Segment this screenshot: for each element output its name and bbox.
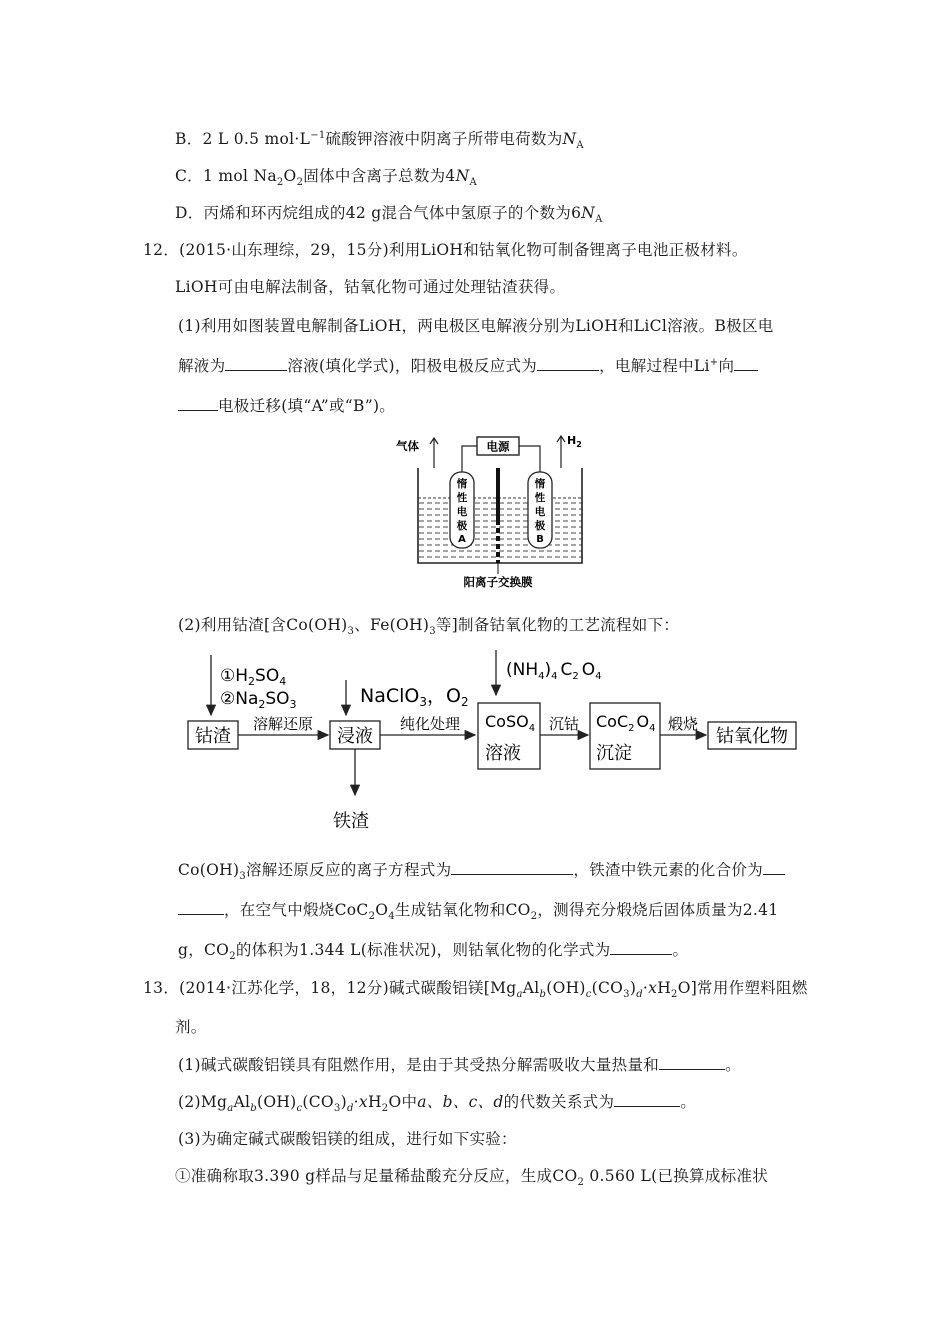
h2-label xyxy=(567,434,582,449)
answer-blank[interactable] xyxy=(734,356,758,371)
chem: NaClO xyxy=(360,685,420,707)
q12-part2-line2 xyxy=(178,858,785,882)
variable: x xyxy=(358,1093,368,1111)
option-b-text-2: 硫酸钾溶液中阴离子所带电荷数为 xyxy=(325,130,563,148)
text: H xyxy=(367,1093,382,1111)
chem: SO xyxy=(255,666,280,686)
text: O]常用作塑料阻燃 xyxy=(677,979,808,997)
reagent-1b xyxy=(220,689,297,711)
text: 的体积为1.344 L(标准状况)，则钴氧化物的化学式为 xyxy=(235,941,611,959)
superscript: −1 xyxy=(310,129,326,141)
subscript: A xyxy=(469,177,478,189)
flow-step-label: 煅烧 xyxy=(667,715,699,733)
text: 的代数关系式为 xyxy=(503,1093,615,1111)
answer-blank[interactable] xyxy=(178,396,218,411)
subscript: 2 xyxy=(258,698,266,711)
subscript: 3 xyxy=(623,989,630,1001)
text: (1)碱式碳酸铝镁具有阻燃作用，是由于其受热分解需吸收大量热量和 xyxy=(178,1056,660,1074)
chem: O xyxy=(636,712,650,731)
subscript: 4 xyxy=(279,675,287,688)
q12-part2-line1 xyxy=(178,613,679,637)
chem: ) xyxy=(544,660,552,680)
option-b-text: B．2 L 0.5 mol·L xyxy=(175,130,311,148)
text: (CO xyxy=(591,979,624,997)
subscript: 3 xyxy=(347,626,355,638)
flow-box-formula xyxy=(596,712,655,734)
q13-line1 xyxy=(143,976,808,1000)
answer-blank[interactable] xyxy=(614,1092,680,1107)
subscript: 2 xyxy=(628,723,635,734)
membrane-label: 阳离子交换膜 xyxy=(463,575,533,589)
q13-line2: 剂。 xyxy=(175,1018,207,1036)
wire-b xyxy=(519,446,540,472)
q13-part2 xyxy=(178,1090,696,1114)
subscript: A xyxy=(576,140,584,152)
answer-blank[interactable] xyxy=(610,940,672,955)
q12-part1-line3 xyxy=(178,394,395,416)
electrode-b-char: 极 xyxy=(534,520,546,532)
chem: (NH xyxy=(506,660,539,680)
text: O中 xyxy=(388,1093,418,1111)
electrode-a-char: 电 xyxy=(456,506,468,518)
subscript: 2 xyxy=(229,951,236,963)
power-source-label: 电源 xyxy=(486,439,510,454)
electrode-a-char: A xyxy=(458,534,466,545)
text: 解液为 xyxy=(178,357,226,375)
electrode-b-char: 电 xyxy=(534,506,546,518)
answer-blank[interactable] xyxy=(451,860,573,875)
chem: ②Na xyxy=(220,689,259,709)
text: (CO xyxy=(302,1093,334,1111)
text: ) xyxy=(340,1093,347,1111)
reagent-2 xyxy=(360,685,469,709)
subscript: 2 xyxy=(248,675,256,688)
answer-blank[interactable] xyxy=(178,900,224,915)
subscript: a xyxy=(516,989,523,1001)
text: 生成钴氧化物和CO xyxy=(394,901,531,919)
subscript: 2 xyxy=(530,911,538,923)
avogadro-symbol: N xyxy=(455,167,470,185)
subscript: 3 xyxy=(289,698,297,711)
option-c xyxy=(175,164,477,188)
text: 。 xyxy=(725,1056,741,1074)
q12-text: (2015·山东理综，29，15分)利用LiOH和钴氧化物可制备锂离子电池正极材料。 xyxy=(179,241,748,259)
chem: CoSO xyxy=(485,712,529,731)
text: · xyxy=(353,1093,359,1111)
subscript: 4 xyxy=(388,911,395,923)
flow-box-label: 钴氧化物 xyxy=(716,726,788,747)
text: (2)Mg xyxy=(178,1093,228,1111)
chem: ①H xyxy=(220,666,249,686)
subscript: 2 xyxy=(576,440,582,449)
subscript: 2 xyxy=(460,695,469,709)
text: ①准确称取3.390 g样品与足量稀盐酸充分反应，生成CO xyxy=(175,1167,578,1185)
subscript: 4 xyxy=(538,671,545,682)
q12-part1-line1: (1)利用如图装置电解制备LiOH，两电极区电解液分别为LiOH和LiCl溶液。B极区电 xyxy=(178,317,774,335)
answer-blank[interactable] xyxy=(763,860,785,875)
text: 。 xyxy=(680,1093,697,1111)
flow-box-label: 溶液 xyxy=(485,743,521,764)
answer-blank[interactable] xyxy=(659,1055,725,1070)
flow-box-label: 浸液 xyxy=(337,726,373,747)
electrode-b-char: B xyxy=(536,534,544,545)
text: (OH) xyxy=(546,979,586,997)
variables: a、b、c、d xyxy=(417,1093,504,1111)
electrode-a-char: 极 xyxy=(456,520,468,532)
subscript: 2 xyxy=(276,177,284,189)
text: 0.560 L(已换算成标准状 xyxy=(584,1167,769,1185)
text: g，CO xyxy=(178,941,230,959)
subscript: b xyxy=(250,1103,257,1115)
option-d-text: D．丙烯和环丙烷组成的42 g混合气体中氢原子的个数为6 xyxy=(175,204,582,222)
q13-part1 xyxy=(178,1053,741,1075)
q13-part3-step1 xyxy=(175,1164,768,1188)
chem: CoC xyxy=(596,712,629,731)
q12-part2-line3 xyxy=(178,898,779,922)
text: 等]制备钴氧化物的工艺流程如下： xyxy=(435,616,680,634)
text: O xyxy=(375,901,389,919)
subscript: 3 xyxy=(429,626,436,638)
subscript: 2 xyxy=(671,989,678,1001)
subscript: 3 xyxy=(239,871,246,883)
text: ，在空气中煅烧CoC xyxy=(224,901,369,919)
q12-line2: LiOH可由电解法制备，钴氧化物可通过处理钴渣获得。 xyxy=(175,278,566,296)
subscript: 2 xyxy=(572,671,579,682)
flow-box-label: 钴渣 xyxy=(195,726,231,747)
reagent-1a xyxy=(220,666,286,688)
subscript: b xyxy=(539,989,547,1001)
option-c-text: C．1 mol Na xyxy=(175,167,277,185)
subscript: 4 xyxy=(528,723,536,734)
subscript: d xyxy=(346,1103,354,1115)
flow-step-label: 纯化处理 xyxy=(399,715,461,733)
text: ，电解过程中Li xyxy=(599,357,710,375)
electrode-b-char: 惰 xyxy=(534,478,546,490)
text: 向 xyxy=(718,357,735,375)
flow-box-formula xyxy=(485,712,535,734)
electrode-b-char: 性 xyxy=(534,492,546,504)
text: 溶液(填化学式)，阳极电极反应式为 xyxy=(287,357,538,375)
text: ，测得充分煅烧后固体质量为2.41 xyxy=(537,901,779,919)
option-d xyxy=(175,201,603,225)
subscript: c xyxy=(296,1103,303,1115)
byproduct-iron-slag: 铁渣 xyxy=(333,811,369,832)
chem: O xyxy=(581,660,596,680)
subscript: 4 xyxy=(595,671,602,682)
flow-box-label: 沉淀 xyxy=(596,743,632,764)
text: 电极迁移(填“A”或“B”)。 xyxy=(218,397,396,415)
electrode-a-char: 惰 xyxy=(456,478,468,490)
text: 溶解还原反应的离子方程式为 xyxy=(245,861,452,879)
flow-step-label: 沉钴 xyxy=(548,715,580,733)
text: ) xyxy=(629,979,637,997)
text: 。 xyxy=(672,941,689,959)
avogadro-symbol: N xyxy=(562,130,577,148)
subscript: 3 xyxy=(419,695,427,709)
text: Co(OH) xyxy=(178,861,240,879)
subscript: 3 xyxy=(333,1103,341,1115)
wire-a xyxy=(462,446,477,472)
reagent-3 xyxy=(506,660,602,682)
text: Al xyxy=(522,979,540,997)
question-number: 12． xyxy=(143,241,180,259)
text: Al xyxy=(233,1093,251,1111)
answer-blank[interactable] xyxy=(537,356,599,371)
answer-blank[interactable] xyxy=(225,356,287,371)
flow-step-label: 溶解还原 xyxy=(252,715,314,733)
option-c-text-2: O xyxy=(283,167,297,185)
text: (OH) xyxy=(256,1093,297,1111)
process-flow-diagram xyxy=(180,645,820,840)
q13-part3: (3)为确定碱式碳酸铝镁的组成，进行如下实验： xyxy=(178,1130,517,1148)
variable: x xyxy=(648,979,658,997)
subscript: c xyxy=(585,989,592,1001)
subscript: 2 xyxy=(381,1103,389,1115)
subscript: 2 xyxy=(296,177,304,189)
option-c-text-3: 固体中含离子总数为4 xyxy=(303,167,456,185)
electrode-a-char: 性 xyxy=(456,492,468,504)
gas-label: 气体 xyxy=(396,439,419,453)
q12-part2-line4 xyxy=(178,938,688,962)
h2-symbol: H xyxy=(567,434,577,447)
avogadro-symbol: N xyxy=(581,204,596,222)
superscript: + xyxy=(709,356,719,368)
text: (2014·江苏化学，18，12分)碱式碳酸铝镁[Mg xyxy=(179,979,517,997)
chem: C xyxy=(560,660,573,680)
subscript: 4 xyxy=(551,671,558,682)
text: · xyxy=(642,979,649,997)
subscript: d xyxy=(636,989,643,1001)
text: (2)利用钴渣[含Co(OH) xyxy=(178,616,348,634)
q12-part1-line2 xyxy=(178,354,758,376)
text: H xyxy=(657,979,672,997)
question-number: 13． xyxy=(143,979,180,997)
subscript: 2 xyxy=(368,911,376,923)
subscript: A xyxy=(595,214,603,226)
subscript: 2 xyxy=(577,1177,585,1189)
subscript: 4 xyxy=(649,723,656,734)
electrolysis-figure xyxy=(394,428,594,590)
text: ，铁渣中铁元素的化合价为 xyxy=(573,861,763,879)
text: 、Fe(OH) xyxy=(354,616,430,634)
subscript: a xyxy=(227,1103,234,1115)
chem: ，O xyxy=(427,685,461,707)
chem: SO xyxy=(265,689,290,709)
option-b xyxy=(175,127,584,151)
q12-line1 xyxy=(143,238,748,260)
